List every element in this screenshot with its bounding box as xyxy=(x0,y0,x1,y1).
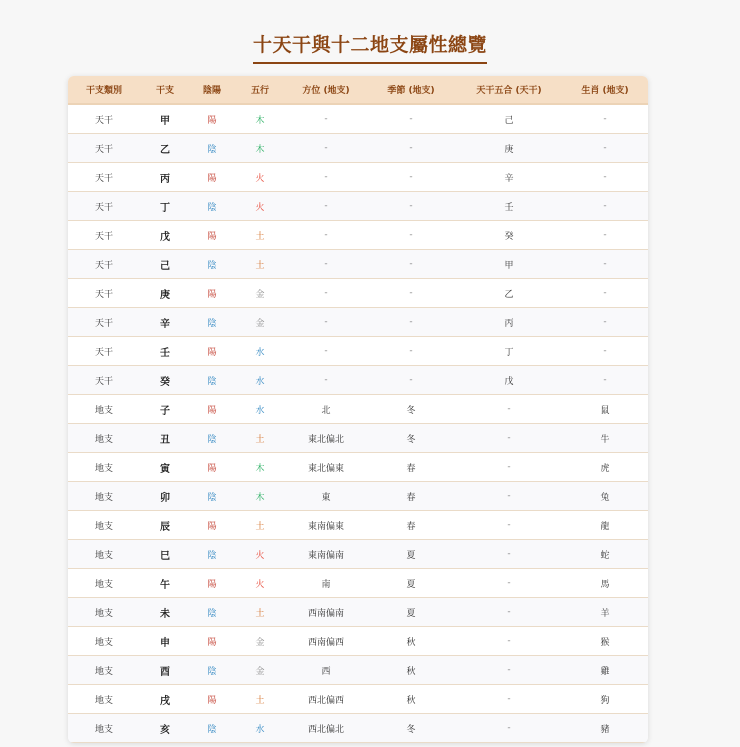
table-row xyxy=(68,192,648,221)
cell-yinyang: 陽 xyxy=(190,395,234,424)
cell-season: 夏 xyxy=(366,598,456,627)
cell-category: 地支 xyxy=(68,656,140,685)
cell-zodiac: - xyxy=(562,279,648,308)
cell-element: 土 xyxy=(234,221,286,250)
cell-combination: - xyxy=(456,656,562,685)
cell-combination: - xyxy=(456,685,562,714)
cell-direction: 東南偏東 xyxy=(286,511,366,540)
cell-zodiac: - xyxy=(562,104,648,134)
cell-ganzhi: 己 xyxy=(140,250,190,279)
cell-yinyang: 陰 xyxy=(190,192,234,221)
cell-element: 土 xyxy=(234,511,286,540)
column-header-zodiac: 生肖 (地支) xyxy=(562,76,648,104)
cell-category: 地支 xyxy=(68,714,140,743)
cell-element: 金 xyxy=(234,308,286,337)
cell-combination: - xyxy=(456,482,562,511)
cell-direction: 西北偏西 xyxy=(286,685,366,714)
cell-ganzhi: 子 xyxy=(140,395,190,424)
cell-category: 地支 xyxy=(68,540,140,569)
attributes-table-card xyxy=(68,76,648,743)
cell-zodiac: - xyxy=(562,250,648,279)
cell-yinyang: 陰 xyxy=(190,714,234,743)
cell-direction: - xyxy=(286,104,366,134)
column-header-category: 干支類別 xyxy=(68,76,140,104)
table-row xyxy=(68,453,648,482)
cell-zodiac: - xyxy=(562,192,648,221)
cell-combination: 辛 xyxy=(456,163,562,192)
cell-season: 夏 xyxy=(366,540,456,569)
table-row xyxy=(68,714,648,743)
cell-ganzhi: 丑 xyxy=(140,424,190,453)
cell-ganzhi: 戌 xyxy=(140,685,190,714)
cell-yinyang: 陽 xyxy=(190,337,234,366)
cell-combination: 壬 xyxy=(456,192,562,221)
cell-direction: 西南偏西 xyxy=(286,627,366,656)
cell-category: 地支 xyxy=(68,424,140,453)
cell-zodiac: - xyxy=(562,308,648,337)
cell-ganzhi: 卯 xyxy=(140,482,190,511)
cell-season: 冬 xyxy=(366,714,456,743)
cell-combination: - xyxy=(456,453,562,482)
cell-combination: - xyxy=(456,627,562,656)
cell-direction: - xyxy=(286,221,366,250)
table-row xyxy=(68,424,648,453)
cell-yinyang: 陰 xyxy=(190,250,234,279)
cell-season: 秋 xyxy=(366,627,456,656)
cell-element: 水 xyxy=(234,395,286,424)
cell-ganzhi: 丙 xyxy=(140,163,190,192)
cell-combination: 丙 xyxy=(456,308,562,337)
cell-yinyang: 陰 xyxy=(190,598,234,627)
table-row xyxy=(68,569,648,598)
table-row xyxy=(68,308,648,337)
cell-zodiac: 猴 xyxy=(562,627,648,656)
cell-element: 水 xyxy=(234,337,286,366)
cell-season: 冬 xyxy=(366,395,456,424)
cell-yinyang: 陽 xyxy=(190,163,234,192)
table-row xyxy=(68,163,648,192)
cell-yinyang: 陽 xyxy=(190,627,234,656)
cell-yinyang: 陰 xyxy=(190,134,234,163)
cell-category: 天干 xyxy=(68,250,140,279)
cell-yinyang: 陰 xyxy=(190,540,234,569)
cell-category: 天干 xyxy=(68,337,140,366)
cell-ganzhi: 未 xyxy=(140,598,190,627)
cell-zodiac: - xyxy=(562,337,648,366)
cell-ganzhi: 壬 xyxy=(140,337,190,366)
table-row xyxy=(68,656,648,685)
cell-combination: - xyxy=(456,511,562,540)
cell-element: 木 xyxy=(234,482,286,511)
cell-combination: - xyxy=(456,540,562,569)
cell-yinyang: 陰 xyxy=(190,656,234,685)
cell-season: - xyxy=(366,163,456,192)
cell-element: 火 xyxy=(234,163,286,192)
column-header-yinyang: 陰陽 xyxy=(190,76,234,104)
cell-element: 土 xyxy=(234,685,286,714)
cell-category: 地支 xyxy=(68,598,140,627)
cell-season: - xyxy=(366,221,456,250)
cell-direction: 西南偏南 xyxy=(286,598,366,627)
cell-season: 夏 xyxy=(366,569,456,598)
cell-yinyang: 陰 xyxy=(190,424,234,453)
cell-ganzhi: 辰 xyxy=(140,511,190,540)
table-row xyxy=(68,482,648,511)
cell-combination: - xyxy=(456,598,562,627)
cell-category: 天干 xyxy=(68,221,140,250)
cell-ganzhi: 酉 xyxy=(140,656,190,685)
cell-ganzhi: 寅 xyxy=(140,453,190,482)
table-row xyxy=(68,221,648,250)
column-header-ganzhi: 干支 xyxy=(140,76,190,104)
cell-combination: - xyxy=(456,714,562,743)
cell-direction: 東南偏南 xyxy=(286,540,366,569)
table-row xyxy=(68,366,648,395)
cell-season: 秋 xyxy=(366,685,456,714)
cell-combination: - xyxy=(456,424,562,453)
cell-combination: 己 xyxy=(456,104,562,134)
cell-season: - xyxy=(366,104,456,134)
cell-element: 火 xyxy=(234,192,286,221)
table-row xyxy=(68,395,648,424)
cell-zodiac: 羊 xyxy=(562,598,648,627)
table-row xyxy=(68,540,648,569)
page-title-wrap xyxy=(0,30,740,64)
table-row xyxy=(68,627,648,656)
cell-category: 地支 xyxy=(68,395,140,424)
table-header-row xyxy=(68,76,648,104)
column-header-combination: 天干五合 (天干) xyxy=(456,76,562,104)
cell-season: 冬 xyxy=(366,424,456,453)
cell-yinyang: 陰 xyxy=(190,308,234,337)
cell-yinyang: 陽 xyxy=(190,685,234,714)
cell-yinyang: 陽 xyxy=(190,221,234,250)
table-row xyxy=(68,250,648,279)
cell-direction: - xyxy=(286,366,366,395)
cell-combination: 戊 xyxy=(456,366,562,395)
cell-yinyang: 陽 xyxy=(190,104,234,134)
cell-direction: - xyxy=(286,163,366,192)
cell-zodiac: 鼠 xyxy=(562,395,648,424)
cell-zodiac: 蛇 xyxy=(562,540,648,569)
table-row xyxy=(68,337,648,366)
cell-combination: 乙 xyxy=(456,279,562,308)
cell-zodiac: 牛 xyxy=(562,424,648,453)
cell-zodiac: - xyxy=(562,366,648,395)
cell-category: 天干 xyxy=(68,279,140,308)
cell-yinyang: 陽 xyxy=(190,453,234,482)
cell-element: 火 xyxy=(234,540,286,569)
table-row xyxy=(68,598,648,627)
cell-element: 金 xyxy=(234,279,286,308)
cell-season: - xyxy=(366,250,456,279)
cell-season: - xyxy=(366,366,456,395)
cell-yinyang: 陰 xyxy=(190,366,234,395)
cell-yinyang: 陽 xyxy=(190,279,234,308)
cell-category: 地支 xyxy=(68,627,140,656)
cell-direction: 西 xyxy=(286,656,366,685)
cell-element: 火 xyxy=(234,569,286,598)
cell-combination: - xyxy=(456,395,562,424)
table-row xyxy=(68,511,648,540)
cell-season: 春 xyxy=(366,511,456,540)
cell-zodiac: 龍 xyxy=(562,511,648,540)
cell-category: 天干 xyxy=(68,134,140,163)
cell-zodiac: 虎 xyxy=(562,453,648,482)
cell-season: - xyxy=(366,308,456,337)
cell-category: 地支 xyxy=(68,453,140,482)
cell-direction: 西北偏北 xyxy=(286,714,366,743)
cell-element: 木 xyxy=(234,453,286,482)
cell-direction: 北 xyxy=(286,395,366,424)
cell-ganzhi: 丁 xyxy=(140,192,190,221)
cell-direction: - xyxy=(286,250,366,279)
table-row xyxy=(68,104,648,134)
cell-category: 地支 xyxy=(68,685,140,714)
cell-category: 天干 xyxy=(68,163,140,192)
cell-ganzhi: 亥 xyxy=(140,714,190,743)
cell-element: 水 xyxy=(234,714,286,743)
page-title: 十天干與十二地支屬性總覽 xyxy=(253,30,487,64)
cell-ganzhi: 庚 xyxy=(140,279,190,308)
cell-season: 春 xyxy=(366,453,456,482)
cell-yinyang: 陽 xyxy=(190,569,234,598)
cell-season: - xyxy=(366,279,456,308)
column-header-element: 五行 xyxy=(234,76,286,104)
cell-category: 地支 xyxy=(68,511,140,540)
cell-season: - xyxy=(366,337,456,366)
cell-season: - xyxy=(366,134,456,163)
cell-direction: 東 xyxy=(286,482,366,511)
cell-zodiac: 馬 xyxy=(562,569,648,598)
table-row xyxy=(68,685,648,714)
cell-zodiac: 雞 xyxy=(562,656,648,685)
cell-category: 地支 xyxy=(68,569,140,598)
table-row xyxy=(68,134,648,163)
cell-direction: 南 xyxy=(286,569,366,598)
cell-ganzhi: 戊 xyxy=(140,221,190,250)
cell-direction: - xyxy=(286,192,366,221)
cell-ganzhi: 午 xyxy=(140,569,190,598)
cell-element: 金 xyxy=(234,656,286,685)
cell-category: 天干 xyxy=(68,192,140,221)
cell-zodiac: - xyxy=(562,134,648,163)
cell-ganzhi: 甲 xyxy=(140,104,190,134)
cell-category: 天干 xyxy=(68,104,140,134)
cell-season: 春 xyxy=(366,482,456,511)
cell-direction: - xyxy=(286,337,366,366)
cell-combination: 庚 xyxy=(456,134,562,163)
cell-ganzhi: 申 xyxy=(140,627,190,656)
cell-zodiac: 豬 xyxy=(562,714,648,743)
cell-ganzhi: 乙 xyxy=(140,134,190,163)
cell-yinyang: 陽 xyxy=(190,511,234,540)
cell-direction: - xyxy=(286,308,366,337)
cell-combination: 癸 xyxy=(456,221,562,250)
cell-ganzhi: 辛 xyxy=(140,308,190,337)
cell-element: 木 xyxy=(234,134,286,163)
cell-element: 土 xyxy=(234,598,286,627)
cell-direction: - xyxy=(286,134,366,163)
cell-zodiac: - xyxy=(562,221,648,250)
cell-category: 天干 xyxy=(68,308,140,337)
cell-element: 木 xyxy=(234,104,286,134)
cell-element: 金 xyxy=(234,627,286,656)
cell-element: 土 xyxy=(234,250,286,279)
cell-direction: 東北偏北 xyxy=(286,424,366,453)
column-header-direction: 方位 (地支) xyxy=(286,76,366,104)
cell-combination: 丁 xyxy=(456,337,562,366)
cell-yinyang: 陰 xyxy=(190,482,234,511)
cell-element: 土 xyxy=(234,424,286,453)
cell-combination: - xyxy=(456,569,562,598)
cell-direction: - xyxy=(286,279,366,308)
cell-zodiac: 兔 xyxy=(562,482,648,511)
cell-season: - xyxy=(366,192,456,221)
cell-ganzhi: 巳 xyxy=(140,540,190,569)
cell-direction: 東北偏東 xyxy=(286,453,366,482)
attributes-table xyxy=(68,76,648,743)
cell-season: 秋 xyxy=(366,656,456,685)
cell-combination: 甲 xyxy=(456,250,562,279)
cell-zodiac: 狗 xyxy=(562,685,648,714)
table-row xyxy=(68,279,648,308)
cell-zodiac: - xyxy=(562,163,648,192)
cell-category: 地支 xyxy=(68,482,140,511)
column-header-season: 季節 (地支) xyxy=(366,76,456,104)
cell-ganzhi: 癸 xyxy=(140,366,190,395)
cell-element: 水 xyxy=(234,366,286,395)
cell-category: 天干 xyxy=(68,366,140,395)
